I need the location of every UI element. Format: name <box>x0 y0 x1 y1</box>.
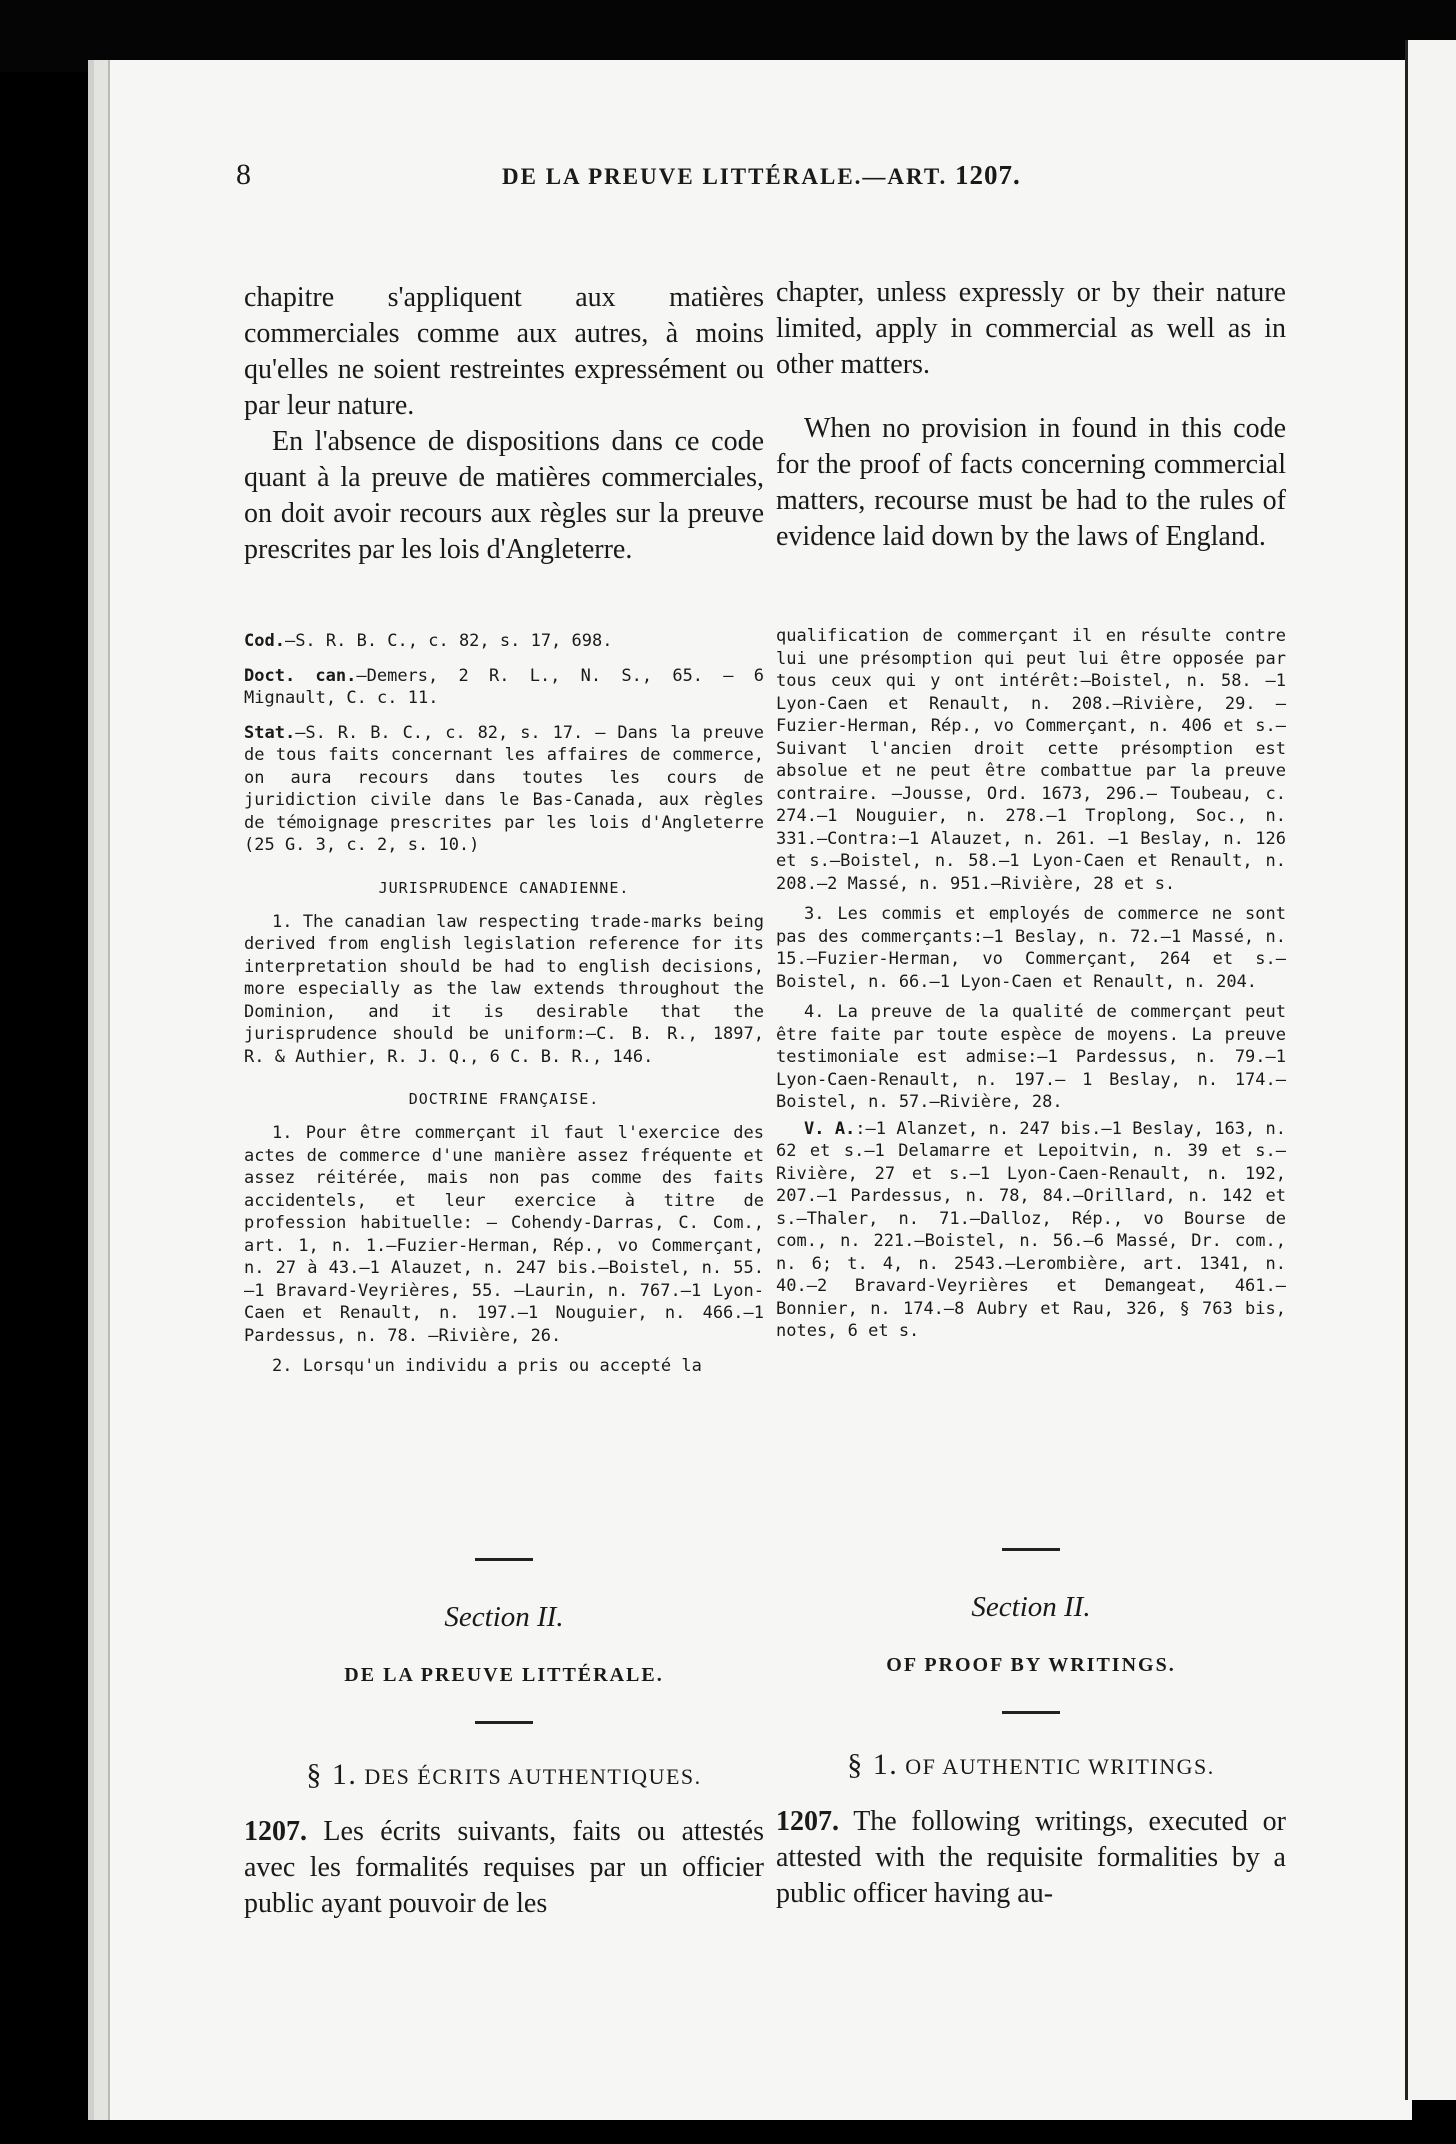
codification-note <box>244 630 764 653</box>
english-article-1207 <box>776 1804 1286 1912</box>
doctrine-text: —Demers, 2 R. L., N. S., 65. — 6 Mignault, C. c. 11. <box>244 665 765 708</box>
statute-text: —S. R. B. C., c. 82, s. 17. — Dans la preuve de tous faits concernant les affaires de commerce, on aura recours dans toutes les cours de juridiction civile dans le Bas-Canada, aux règles de témoignage prescrites par les lois d'Angleterre (25 G. 3, c. 2, s. 10.) <box>244 722 764 855</box>
voir-aussi-label: V. A. <box>804 1118 856 1139</box>
facing-page-edge <box>1405 40 1456 2100</box>
article-number: 1207. <box>244 1816 307 1847</box>
article-number: 1207. <box>776 1806 839 1837</box>
french-annotations <box>244 630 764 1378</box>
doctrine-item-4: 4. La preuve de la qualité de commerçant peut être faite par toute espèce de moyens. La preuve testimoniale est admise:—1 Pardessus, n. 79.—1 Lyon-Caen-Renault, n. 197.— 1 Beslay, n. 174.—Boistel, n. 57.—Rivière, 28. <box>776 1002 1286 1112</box>
french-section-subtitle: DE LA PREUVE LITTÉRALE. <box>344 1664 664 1686</box>
french-intro-paragraph-2: En l'absence de dispositions dans ce code quant à la preuve de matières commerciales, on doit avoir recours aux règles sur la preuve prescrites par les lois d'Angleterre. <box>244 426 764 565</box>
page-number: 8 <box>236 158 251 191</box>
french-article-1207 <box>244 1814 764 1922</box>
english-article-text: The following writings, executed or attested with the requisite formalities by a public officer having au- <box>776 1806 1286 1909</box>
doctrine-item-2-continued: qualification de commerçant il en résulte contre lui une présomption qui peut lui être opposée par tous ceux qui y ont intérêt:—Boistel, n. 58. —1 Lyon-Caen et Renault, n. 208.—Rivière, 29. —Fuzier-Herman, Rép., vo Commerçant, n. 406 et s.—Suivant l'ancien droit cette présomption est absolue et ne peut être combattue par la preuve contraire. —Jousse, Ord. 1673, 296.— Toubeau, c. 274.—1 Nouguier, n. 278.—1 Troplong, Soc., n. 331.—Contra:—1 Alauzet, n. 261. —1 Beslay, n. 126 et s.—Boistel, n. 58.—1 Lyon-Caen et Renault, n. 208.—2 Massé, n. 951.—Rivière, 28 et s. <box>776 626 1286 894</box>
running-head <box>502 160 1021 191</box>
french-paragraph-title: DES ÉCRITS AUTHENTIQUES. <box>364 1764 702 1789</box>
french-intro-paragraph-1: chapitre s'appliquent aux matières commerciales comme aux autres, à moins qu'elles ne soient restreintes expressément ou par leur nature. <box>244 282 764 421</box>
doctrine-heading: DOCTRINE FRANÇAISE. <box>408 1090 600 1108</box>
section-symbol: § 1. <box>847 1748 899 1781</box>
english-paragraph-heading <box>776 1748 1286 1782</box>
divider-rule <box>475 1558 533 1561</box>
french-article-text: Les écrits suivants, faits ou attestés avec les formalités requises par un officier public ayant pouvoir de les <box>244 1816 764 1919</box>
doctrine-item-3: 3. Les commis et employés de commerce ne sont pas des commerçants:—1 Beslay, n. 72.—1 Massé, n. 15.—Fuzier-Herman, vo Commerçant, 264 et s.—Boistel, n. 66.—1 Lyon-Caen et Renault, n. 204. <box>776 904 1286 992</box>
doctrine-item-1: 1. Pour être commerçant il faut l'exercice des actes de commerce d'une manière assez fréquente et assez réitérée, mais non pas comme des faits accidentels, et leur exercice à titre de profession habituelle: — Cohendy-Darras, C. Com., art. 1, n. 1.—Fuzier-Herman, Rép., vo Commerçant, n. 27 à 43.—1 Alauzet, n. 247 bis.—Boistel, n. 55.—1 Bravard-Veyrières, 55. —Laurin, n. 767.—1 Lyon-Caen et Renault, n. 197.—1 Nouguier, n. 466.—1 Pardessus, n. 78. —Rivière, 26. <box>244 1123 764 1346</box>
running-head-article: 1207. <box>954 160 1021 190</box>
divider-rule <box>475 1721 533 1724</box>
voir-aussi-text: :—1 Alanzet, n. 247 bis.—1 Beslay, 163, n. 62 et s.—1 Delamarre et Lepoitvin, n. 39 et s.—Rivière, 27 et s.—1 Lyon-Caen-Renault, n. 192, 207.—1 Pardessus, n. 78, 84.—Orillard, n. 142 et s.—Thaler, n. 71.—Dalloz, Rép., vo Bourse de com., n. 221.—Boistel, n. 56.—6 Massé, Dr. com., n. 6; t. 4, n. 2543.—Lerombière, art. 1341, n. 40.—2 Bravard-Veyrières et Demangeat, 461.—Bonnier, n. 174.—8 Aubry et Rau, 326, § 763 bis, notes, 6 et s. <box>776 1118 1286 1341</box>
doctrine-label: Doct. can. <box>244 665 357 686</box>
codification-text: —S. R. B. C., c. 82, s. 17, 698. <box>284 631 613 651</box>
divider-rule <box>1002 1711 1060 1714</box>
english-section-subtitle: OF PROOF BY WRITINGS. <box>886 1654 1176 1676</box>
french-column <box>244 280 764 568</box>
english-section-header <box>776 1548 1286 1912</box>
voir-aussi-note <box>776 1118 1286 1343</box>
english-intro-paragraph-2: When no provision in found in this code for the proof of facts concerning commercial matters, recourse must be had to the rules of evidence laid down by the laws of England. <box>776 413 1286 552</box>
french-paragraph-heading <box>244 1758 764 1792</box>
english-annotations <box>776 625 1286 1343</box>
french-section-header <box>244 1558 764 1922</box>
english-intro-paragraph-1: chapter, unless expressly or by their nature limited, apply in commercial as well as in other matters. <box>776 277 1286 380</box>
statute-label: Stat. <box>244 722 296 743</box>
section-symbol: § 1. <box>306 1758 358 1791</box>
statute-note <box>244 722 764 857</box>
english-section-title: Section II. <box>971 1591 1091 1623</box>
codification-label: Cod. <box>244 631 285 651</box>
jurisprudence-item-1: 1. The canadian law respecting trade-marks being derived from english legislation reference for its interpretation should be had to english decisions, more especially as the law extends throughout the Dominion, and it is desirable that the jurisprudence should be uniform:—C. B. R., 1897, R. & Authier, R. J. Q., 6 C. B. R., 146. <box>244 911 764 1067</box>
jurisprudence-heading: JURISPRUDENCE CANADIENNE. <box>378 878 630 897</box>
doctrine-item-2: 2. Lorsqu'un individu a pris ou accepté la <box>272 1356 702 1376</box>
running-head-title: DE LA PREUVE LITTÉRALE.—ART. <box>502 164 948 189</box>
english-column <box>776 275 1286 555</box>
english-paragraph-title: OF AUTHENTIC WRITINGS. <box>905 1754 1215 1779</box>
divider-rule <box>1002 1548 1060 1551</box>
french-section-title: Section II. <box>444 1601 564 1633</box>
doctrine-canadienne-note <box>244 665 764 710</box>
